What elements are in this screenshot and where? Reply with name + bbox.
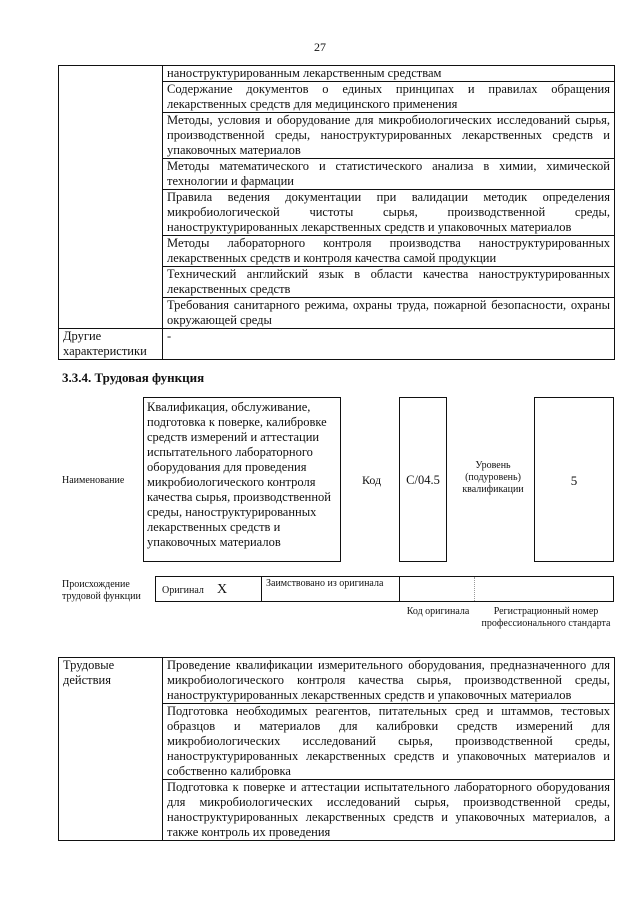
level-label: Уровень (подуровень) квалификации bbox=[462, 460, 524, 495]
reg-number-caption: Регистрационный номер профессионального стандарта bbox=[481, 606, 611, 629]
knowledge-row: Методы лабораторного контроля производства наноструктурированных лекарственных средств и контроля качества самой продукции bbox=[163, 236, 615, 267]
page-number: 27 bbox=[314, 40, 326, 54]
knowledge-row: наноструктурированным лекарственным средствам bbox=[163, 66, 615, 82]
labor-actions-table bbox=[58, 657, 615, 841]
code-label: Код bbox=[362, 473, 382, 487]
code-box bbox=[399, 397, 447, 562]
label-cell-empty bbox=[59, 66, 163, 329]
labor-action-row: Проведение квалификации измерительного оборудования, предназначенного для микробиологического контроля качества сырья, производственной среды, наноструктурированных лекарственных средств и упаковочных материалов bbox=[163, 658, 615, 704]
knowledge-row: Технический английский язык в области качества наноструктурированных лекарственных средств bbox=[163, 267, 615, 298]
knowledge-row: Содержание документов о единых принципах и правилах обращения лекарственных средств для медицинского применения bbox=[163, 82, 615, 113]
section-heading: 3.3.4. Трудовая функция bbox=[62, 370, 205, 385]
original-mark: X bbox=[217, 582, 228, 597]
knowledge-table bbox=[58, 65, 615, 360]
function-name-value: Квалификация, обслуживание, подготовка к поверке, калибровке средств измерений и аттестации испытательного лабораторного оборудования для проведения микробиологического контроля качества сырья, производственной среды, наноструктурированных лекарственных средств и упаковочных материалов bbox=[143, 397, 341, 562]
labor-action-row: Подготовка к поверке и аттестации испытательного лабораторного оборудования для микробиологических исследований сырья, производственной среды, наноструктурированных лекарственных средств и упаковочных материалов, а также контроль их проведения bbox=[163, 780, 615, 841]
labor-actions-label: Трудовые действия bbox=[59, 658, 163, 841]
knowledge-row: Методы, условия и оборудование для микробиологических исследований сырья, производственной среды, наноструктурированных лекарственных средств и упаковочных материалов bbox=[163, 113, 615, 159]
level-box bbox=[534, 397, 614, 562]
code-value: C/04.5 bbox=[406, 473, 440, 487]
level-value: 5 bbox=[570, 473, 578, 488]
original-label: Оригинал bbox=[162, 585, 204, 596]
other-characteristics-value: - bbox=[163, 329, 615, 360]
other-characteristics-label: Другие характеристики bbox=[59, 329, 163, 360]
name-label: Наименование bbox=[62, 475, 125, 486]
knowledge-row: Методы математического и статистического анализа в химии, химической технологии и фармации bbox=[163, 159, 615, 190]
knowledge-row: Требования санитарного режима, охраны труда, пожарной безопасности, охраны окружающей среды bbox=[163, 298, 615, 329]
labor-action-row: Подготовка необходимых реагентов, питательных сред и штаммов, тестовых образцов и материалов для калибровки средств измерений для микробиологических исследований сырья, производственной среды, наноструктурированных лекарственных средств и упаковочных материалов и собственно калибровка bbox=[163, 704, 615, 780]
knowledge-row: Правила ведения документации при валидации методик определения микробиологической чистоты сырья, производственной среды, наноструктурированных лекарственных средств и упаковочных материалов bbox=[163, 190, 615, 236]
origin-label: Происхождение трудовой функции bbox=[62, 579, 141, 602]
code-original-caption: Код оригинала bbox=[406, 606, 470, 617]
borrowed-label: Заимствовано из оригинала bbox=[266, 578, 384, 589]
